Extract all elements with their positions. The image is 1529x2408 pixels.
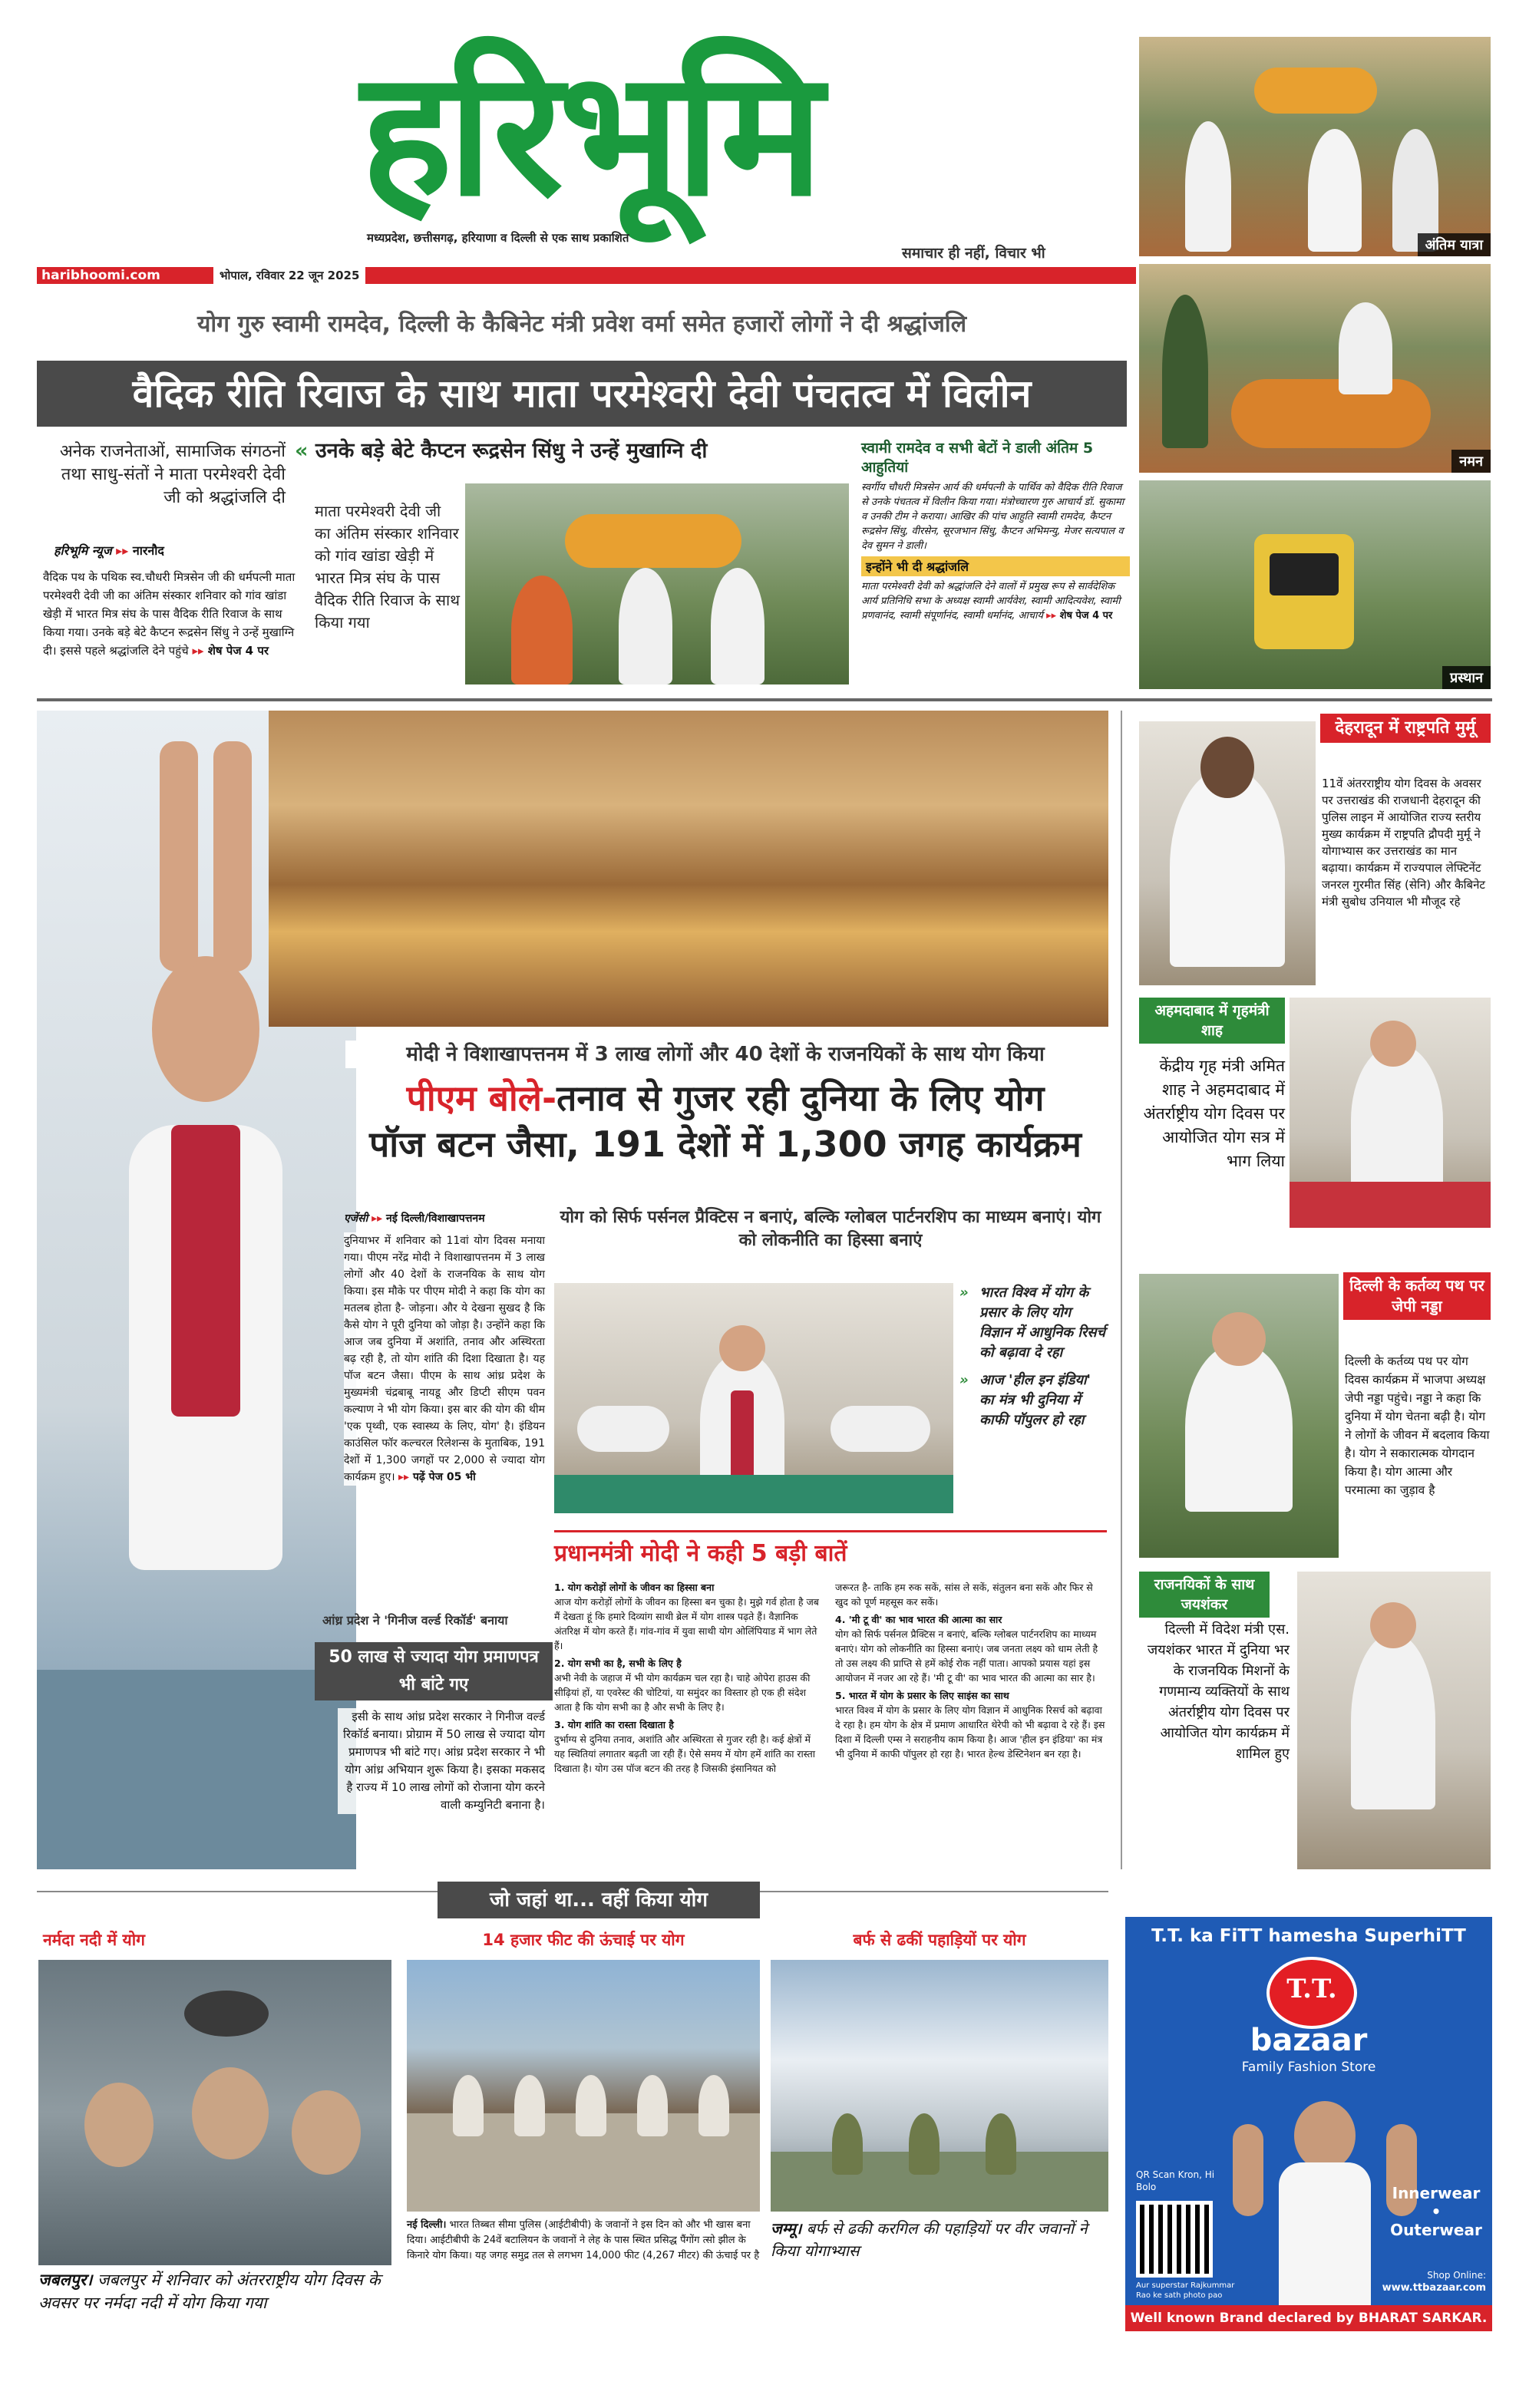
- ad-model: [1248, 2093, 1402, 2331]
- president-label: देहरादून में राष्ट्रपति मुर्मू: [1320, 714, 1491, 743]
- point-title: 2. योग सभी का है, सभी के लिए है: [554, 1658, 682, 1669]
- narmada-title: नर्मदा नदी में योग: [43, 1931, 145, 1949]
- ladakh-caption: [407, 2218, 760, 2264]
- side-point-text: भारत विश्व में योग के प्रसार के लिए योग विज्ञान में आधुनिक रिसर्च को बढ़ावा दे रहा: [979, 1285, 1105, 1361]
- side-continued[interactable]: शेष पेज 4 पर: [1059, 610, 1113, 622]
- point-text: आज योग करोड़ों लोगों के जीवन का हिस्सा बन चुका है। मुझे गर्व होता है जब मैं देखता हूं कि हमारे दिव्यांग साथी ब्रेल में योग शास्त्र पढ़ते हैं। वैज्ञानिक अंतरिक्ष में योग करते हैं। गांव-गांव में युवा साथी योग ओलिंपियाड में भाग लेते हैं।: [554, 1596, 819, 1651]
- record-headline: 50 लाख से ज्यादा योग प्रमाणपत्र भी बांटे गए: [315, 1642, 553, 1700]
- lead-body-text: वैदिक पथ के पथिक स्व.चौधरी मित्रसेन जी की धर्मपत्नी माता परमेश्वरी देवी जी का अंतिम संस्कार शनिवार को गांव खांडा खेड़ी में भारत मित्र संघ के पास वैदिक रीति रिवाज के साथ किया गया। उनके बड़े बेटे कैप्टन रूद्रसेन सिंधु ने उन्हें मुखाग्नि दी। इससे पहले श्रद्धांजलि देने पहुंचे: [43, 570, 296, 658]
- headline-rest: तनाव से गुजर रही दुनिया के लिए योग: [556, 1077, 1045, 1119]
- yoga-kicker: मोदी ने विशाखापत्तनम में 3 लाख लोगों और 40 देशों के राजनयिकों के साथ योग किया: [345, 1041, 1105, 1068]
- byline-place: नारनौद: [132, 543, 164, 558]
- yoga-byline: [344, 1211, 559, 1225]
- lead-byline: [54, 542, 284, 559]
- ad-category-1: Innerwear: [1392, 2184, 1481, 2202]
- yoga-byline-place: नई दिल्ली/विशाखापत्तनम: [386, 1212, 485, 1225]
- yoga-crowd-photo: [269, 711, 1108, 1027]
- point-text: जरूरत है- ताकि हम रुक सकें, सांस ले सकें, संतुलन बना सकें और फिर से खुद को पूर्ण महसूस कर सकें।: [835, 1582, 1093, 1608]
- quote-icon: «: [295, 439, 315, 463]
- point-text: भारत विश्व में योग के प्रसार के लिए योग विज्ञान में आधुनिक रिसर्च को बढ़ावा दे रहा है। हम योग के क्षेत्र में प्रमाण आधारित थेरेपी को भी बढ़ावा दे रहे हैं। इस दिशा में दिल्ली एम्स ने सराहनीय काम किया है। आज 'हील इन इंडिया' का मंत्र भी दुनिया में काफी पॉपुलर हो रहा है। भारत हेल्थ डेस्टिनेशन बन रहा है।: [835, 1704, 1105, 1760]
- point-text: अभी नेवी के जहाज में भी योग कार्यक्रम चल रहा है। चाहे ओपेरा हाउस की सीढ़ियां हों, या एवरेस्ट की चोटियां, या समुंदर का विस्तार हो एक ही संदेश आता है कि योग सभी का है और सभी के लिए है।: [554, 1672, 811, 1713]
- photo-caption-prasthan: प्रस्थान: [1442, 666, 1491, 689]
- lead-headline: वैदिक रीति रिवाज के साथ माता परमेश्वरी देवी पंचतत्व में विलीन: [37, 361, 1127, 427]
- photo-caption-antim-yatra: अंतिम यात्रा: [1418, 233, 1491, 256]
- double-chevron-icon: »: [959, 1372, 969, 1388]
- modi-mat-photo: [554, 1283, 953, 1513]
- side-headline: स्वामी रामदेव व सभी बेटों ने डाली अंतिम 5 आहुतियां: [861, 440, 1094, 476]
- point-title: 3. योग शांति का रास्ता दिखाता है: [554, 1719, 674, 1730]
- jaishankar-photo: [1297, 1572, 1491, 1869]
- point-title: 4. 'मी टू वी' का भाव भारत की आत्मा का सार: [835, 1614, 1002, 1625]
- yoga-byline-source: एजेंसी: [344, 1212, 368, 1225]
- yoga-headline: [345, 1076, 1105, 1120]
- yoga-continued-arrow: ▸▸: [398, 1471, 413, 1483]
- kargil-caption: [771, 2218, 1108, 2262]
- five-points-headline: प्रधानमंत्री मोदी ने कही 5 बड़ी बातें: [554, 1540, 847, 1567]
- website-link[interactable]: haribhoomi.com: [41, 268, 160, 283]
- right-col-divider: [1121, 711, 1122, 1869]
- lead-continued[interactable]: ▸▸: [192, 644, 208, 658]
- ladakh-title: 14 हजार फीट की ऊंचाई पर योग: [482, 1931, 685, 1949]
- yoga-continued[interactable]: पढ़ें पेज 05 भी: [412, 1471, 476, 1483]
- lead-photo-side-text: माता परमेश्वरी देवी जी का अंतिम संस्कार शनिवार को गांव खांडा खेड़ी में भारत मित्र संघ के पास वैदिक रीति रिवाज के साथ किया गया: [315, 502, 460, 632]
- double-chevron-icon: »: [959, 1285, 969, 1301]
- caption-text: बर्फ से ढकी करगिल की पहाड़ियों पर वीर जवानों ने किया योगाभ्यास: [771, 2219, 1088, 2260]
- shah-photo: [1290, 998, 1491, 1228]
- ad-brand-sub: Family Fashion Store: [1241, 2060, 1376, 2075]
- photo-caption-naman: नमन: [1451, 450, 1491, 473]
- yoga-byline-separator: ▸▸: [372, 1212, 383, 1225]
- side-point: [959, 1283, 1105, 1363]
- ad-shop-label: Shop Online:: [1427, 2270, 1486, 2281]
- ad-qr-text: QR Scan Kron, Hi Bolo: [1136, 2169, 1215, 2192]
- jaishankar-text: दिल्ली में विदेश मंत्री एस. जयशंकर भारत में दुनिया भर के राजनयिक मिशनों के गणमान्य व्यक्तियों के साथ अंतर्राष्ट्रीय योग दिवस पर आयोजित योग कार्यक्रम में शामिल हुए: [1147, 1621, 1290, 1762]
- yoga-side-points: [959, 1283, 1105, 1430]
- ad-logo: [1266, 1957, 1357, 2029]
- bottom-section-title: जो जहां था... वहीं किया योग: [438, 1882, 760, 1918]
- lead-photo-headline-text: उनके बड़े बेटे कैप्टन रूद्रसेन सिंधु ने उन्हें मुखाग्नि दी: [315, 439, 708, 463]
- ad-logo-text: T.T.: [1286, 1974, 1337, 2004]
- ramdev-funeral-photo: [465, 483, 849, 684]
- lead-kicker: योग गुरु स्वामी रामदेव, दिल्ली के कैबिनेट मंत्री प्रवेश वर्मा समेत हजारों लोगों ने दी श्रद्धांजलि: [196, 311, 967, 338]
- lead-continued-label[interactable]: शेष पेज 4 पर: [207, 644, 269, 658]
- qr-code-icon[interactable]: [1136, 2201, 1213, 2278]
- side-body: स्वर्गीय चौधरी मित्रसेन आर्य की धर्मपत्नी के पार्थिव को वैदिक रीति रिवाज से उनके पंचतत्व में विलीन किया गया। मंत्रोच्चारण गुरु आचार्य डॉ. सुकामा व उनकी टीम ने कराया। आखिर की पांच आहुति स्वामी रामदेव, कैप्टन रूद्रसेन सिंधु, वीरसेन, सूरजभान सिंधु, कैप्टन अभिमन्यु, मेजर सत्यपाल व देव सुमन ने डाली।: [861, 482, 1124, 552]
- record-kicker: आंध्र प्रदेश ने 'गिनीज वर्ल्ड रिकॉर्ड' बनाया: [322, 1613, 508, 1628]
- ad-shop-url[interactable]: www.ttbazaar.com: [1382, 2282, 1486, 2294]
- side-continued-arrow: ▸▸: [1046, 610, 1060, 622]
- yoga-quote: योग को सिर्फ पर्सनल प्रैक्टिस न बनाएं, बल्कि ग्लोबल पार्टनरशिप का माध्यम बनाएं। योग को लोकनीति का हिस्सा बनाएं: [560, 1208, 1101, 1250]
- five-points-box: [554, 1530, 1107, 1868]
- caption-lead: जबलपुर।: [38, 2271, 93, 2289]
- narmada-caption: [38, 2268, 391, 2314]
- ad-headline: T.T. ka FiTT hamesha SuperhiTT: [1151, 1926, 1466, 1946]
- president-photo: [1139, 721, 1316, 985]
- logo[interactable]: हरिभूमि: [361, 34, 819, 235]
- nadda-photo: [1139, 1274, 1339, 1558]
- lead-body: [43, 568, 302, 660]
- shah-label: अहमदाबाद में गृहमंत्री शाह: [1139, 998, 1285, 1044]
- caption-lead: नई दिल्ली।: [407, 2219, 447, 2231]
- section-rule: [37, 698, 1492, 701]
- tagline-left: मध्यप्रदेश, छत्तीसगढ़, हरियाणा व दिल्ली से एक साथ प्रकाशित: [367, 231, 629, 245]
- ad-brand: bazaar: [1250, 2023, 1368, 2058]
- caption-text: जबलपुर में शनिवार को अंतरराष्ट्रीय योग दिवस के अवसर पर नर्मदा नदी में योग किया गया: [38, 2271, 381, 2312]
- yoga-headline-2: पॉज बटन जैसा, 191 देशों में 1,300 जगह कार्यक्रम: [369, 1123, 1082, 1165]
- lead-side-box: [861, 439, 1130, 684]
- side-subhead: इन्होंने भी दी श्रद्धांजलि: [861, 556, 1130, 576]
- headline-red: पीएम बोले-: [406, 1077, 557, 1119]
- record-body: इसी के साथ आंध्र प्रदेश सरकार ने गिनीज वर्ल्ड रिकॉर्ड बनाया। प्रोग्राम में 50 लाख से ज्यादा योग प्रमाणपत्र भी बांटे गए। आंध्र प्रदेश सरकार ने भी योग आंध्र अभियान शुरू किया है। इसका मकसद है राज्य में 10 लाख लोगों को रोजाना योग करने वाली कम्युनिटी बनाना है।: [338, 1708, 545, 1814]
- dateline-bar: [37, 267, 1136, 284]
- ad-bullet: •: [1431, 2202, 1441, 2221]
- ad-ambassador: Aur superstar Rajkummar Rao ke sath photo pao: [1136, 2281, 1235, 2300]
- side-point: [959, 1371, 1105, 1430]
- hearse-photo: [1139, 480, 1491, 689]
- five-points-col-2: [835, 1580, 1105, 1761]
- side-body-2: [861, 579, 1130, 623]
- byline-separator: ▸▸: [116, 543, 129, 558]
- lead-photo-headline: [295, 437, 847, 465]
- side-body-2-text: माता परमेश्वरी देवी को श्रद्धांजलि देने वालों में प्रमुख रूप से सार्वदेशिक आर्य प्रतिनिधि सभा के अध्यक्ष स्वामी आर्यवेश, स्वामी आदित्यवेश, स्वामी प्रणवानंद, स्वामी संपूर्णानंद, स्वामी धर्मानंद, आचार्य: [861, 581, 1121, 622]
- ladakh-photo: [407, 1960, 760, 2212]
- ad-tt-bazaar[interactable]: [1125, 1917, 1492, 2331]
- yoga-body-text: दुनियाभर में शनिवार को 11वां योग दिवस मनाया गया। पीएम नरेंद्र मोदी ने विशाखापत्तनम में 3 लाख लोगों और 40 देशों के राजनयिक के साथ योग किया। इस मौके पर पीएम मोदी ने कहा कि योग का मतलब होता है- जोड़ना। और ये देखना सुखद है कि कैसे योग ने पूरी दुनिया को जोड़ा है। उन्होंने कहा कि आज जब दुनिया में अशांति, तनाव और अस्थिरता बढ़ रही है, तो योग शांति की दिशा दिखाता है। यह पॉज बटन जैसा। पीएम के साथ आंध्र प्रदेश के मुख्यमंत्री चंद्रबाबू नायडू और डिप्टी सीएम पवन कल्याण ने भी योग किया। इस बार की योग की थीम 'एक पृथ्वी, एक स्वास्थ्य के लिए, योग' है। इंडियन काउंसिल फॉर कल्चरल रिलेशन्स के मुताबिक, 191 देशों में 1,300 जगहों पर 2,000 से ज्यादा योग कार्यक्रम हुए।: [344, 1235, 545, 1483]
- byline-source: हरिभूमि न्यूज: [54, 543, 112, 558]
- shah-text: केंद्रीय गृह मंत्री अमित शाह ने अहमदाबाद में अंतर्राष्ट्रीय योग दिवस पर आयोजित योग सत्र में भाग लिया: [1143, 1057, 1285, 1170]
- nadda-text: दिल्ली के कर्तव्य पथ पर योग दिवस कार्यक्रम में भाजपा अध्यक्ष जेपी नड्डा पहुंचे। नड्डा ने कहा कि दुनिया में योग चेतना बढ़ी है। योग ने लोगों के जीवन में बदलाव किया है। योग ने सकारात्मक योगदान किया है। योग आत्मा और परमात्मा का जुड़ाव है: [1345, 1354, 1490, 1497]
- masthead: [0, 0, 1136, 284]
- dateline: भोपाल, रविवार 22 जून 2025: [213, 267, 365, 284]
- caption-text: भारत तिब्बत सीमा पुलिस (आईटीबीपी) के जवानों ने इस दिन को और भी खास बना दिया। आईटीबीपी के 24वें बटालियन के जवानों ने लेह के पास स्थित प्रसिद्ध पैंगोंग त्सो झील के किनारे योग किया। यह जगह समुद्र तल से लगभग 14,000 फीट (4,267 मीटर) की ऊंचाई पर है: [407, 2219, 760, 2261]
- point-title: 1. योग करोड़ों लोगों के जीवन का हिस्सा बना: [554, 1582, 715, 1593]
- lead-intro: अनेक राजनेताओं, सामाजिक संगठनों तथा साधु-संतों ने माता परमेश्वरी देवी जी को श्रद्धांजलि दी: [59, 442, 286, 507]
- yoga-body: [344, 1232, 545, 1486]
- snow-title: बर्फ से ढकीं पहाड़ियों पर योग: [853, 1931, 1026, 1949]
- point-text: दुर्भाग्य से दुनिया तनाव, अशांति और अस्थिरता से गुजर रही है। कई क्षेत्रों में यह स्थितियां लगातार बढ़ती जा रही हैं। ऐसे समय में योग हमें शांति का रास्ता दिखाता है। योग उस पॉज बटन की तरह है जिसकी इंसानियत को: [554, 1733, 816, 1774]
- five-points-col-1: [554, 1580, 821, 1776]
- kargil-photo: [771, 1960, 1108, 2212]
- narmada-photo: [38, 1960, 391, 2265]
- caption-lead: जम्मू।: [771, 2219, 802, 2238]
- ad-footer: Well known Brand declared by BHARAT SARKAR.: [1125, 2305, 1492, 2331]
- tagline-right: समाचार ही नहीं, विचार भी: [902, 245, 1045, 262]
- funeral-procession-photo: [1139, 37, 1491, 256]
- point-text: योग को सिर्फ पर्सनल प्रैक्टिस न बनाएं, बल्कि ग्लोबल पार्टनरशिप का माध्यम बनाएं। योग को लोकनीति का हिस्सा बनाएं। जब जनता लक्ष्य को धाम लेती है तो उस लक्ष्य की प्राप्ति से हमें कोई रोक नहीं पाता। आपको प्रयास यहां इस आयोजन में नजर आ रहे हैं। 'मी टू वी' का भाव भारत की आत्मा का सार है।: [835, 1628, 1098, 1684]
- point-title: 5. भारत में योग के प्रसार के लिए साइंस का साथ: [835, 1690, 1009, 1701]
- ad-category-2: Outerwear: [1390, 2221, 1482, 2239]
- tribute-photo: [1139, 264, 1491, 473]
- side-point-text: आज 'हील इन इंडिया' का मंत्र भी दुनिया में काफी पॉपुलर हो रहा: [979, 1372, 1091, 1428]
- jaishankar-label: राजनयिकों के साथ जयशंकर: [1139, 1572, 1270, 1618]
- president-text: 11वें अंतरराष्ट्रीय योग दिवस के अवसर पर उत्तराखंड की राजधानी देहरादून की पुलिस लाइन में आयोजित राज्य स्तरीय मुख्य कार्यक्रम में राष्ट्रपति द्रौपदी मुर्मू ने योगाभ्यास कर उत्तराखंड का मान बढ़ाया। कार्यक्रम में राज्यपाल लेफ्टिनेंट जनरल गुरमीत सिंह (सेनि) और कैबिनेट मंत्री सुबोध उनियाल भी मौजूद रहे: [1322, 777, 1485, 909]
- nadda-label: दिल्ली के कर्तव्य पथ पर जेपी नड्डा: [1343, 1272, 1491, 1320]
